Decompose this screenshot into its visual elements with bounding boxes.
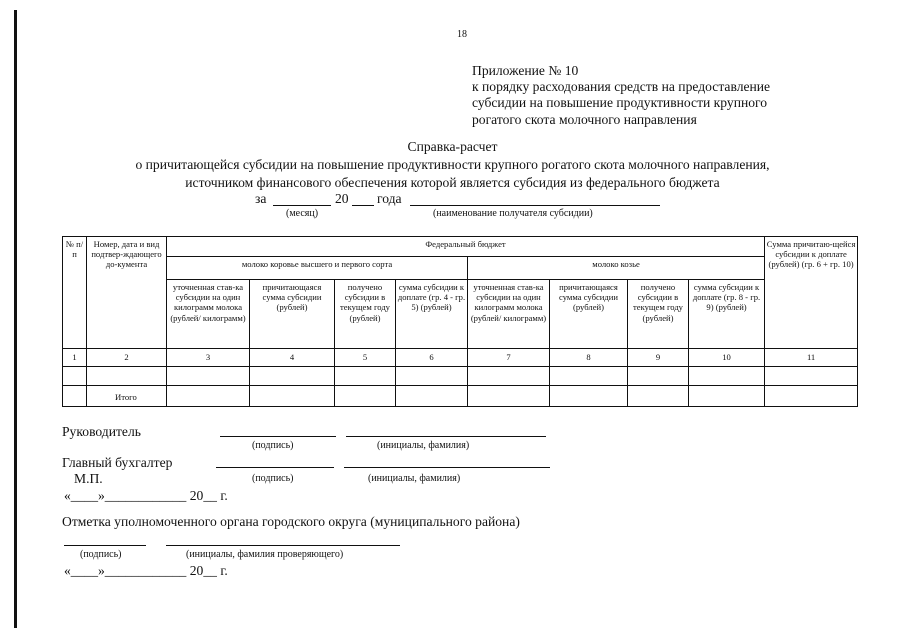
table-cell <box>335 386 396 407</box>
column-number: 1 <box>63 349 87 367</box>
column-number: 2 <box>87 349 167 367</box>
table-cell <box>765 367 858 386</box>
accountant-initials-caption: (инициалы, фамилия) <box>368 473 461 484</box>
head-label: Руководитель <box>62 424 141 439</box>
date-line: «____»____________ 20__ г. <box>64 488 228 503</box>
appendix-line-3: субсидии на повышение продуктивности крупного <box>472 95 768 111</box>
table-cell <box>87 367 167 386</box>
header-goat-received: получено субсидии в текущем году (рублей) <box>628 280 689 349</box>
year-blank-line <box>352 205 374 206</box>
column-number: 3 <box>167 349 250 367</box>
table-cell <box>396 367 468 386</box>
chief-accountant-label: Главный бухгалтер <box>62 455 173 470</box>
accountant-signature-line <box>216 467 334 468</box>
column-number: 11 <box>765 349 858 367</box>
header-goat-rate: уточненная став-ка субсидии на один килограмм молока (рублей/ килограмм) <box>468 280 550 349</box>
total-row <box>63 386 858 407</box>
subsidy-table <box>62 236 858 407</box>
accountant-signature-caption: (подпись) <box>252 473 294 484</box>
appendix-line-4: рогатого скота молочного направления <box>472 111 697 127</box>
head-signature-caption: (подпись) <box>252 440 294 451</box>
table-cell <box>689 386 765 407</box>
appendix-header <box>472 63 770 128</box>
recipient-caption: (наименование получателя субсидии) <box>433 208 593 219</box>
table-row <box>63 367 858 386</box>
table-header-row-2 <box>63 257 858 280</box>
header-cow-rate: уточненная став-ка субсидии на один килограмм молока (рублей/ килограмм) <box>167 280 250 349</box>
month-blank-line <box>273 205 331 206</box>
header-federal-budget: Федеральный бюджет <box>167 237 765 257</box>
checker-initials-line <box>166 545 400 546</box>
column-number: 8 <box>550 349 628 367</box>
period-prefix: за <box>255 191 267 206</box>
total-row-label: Итого <box>87 386 167 407</box>
document-subtitle-2: источником финансового обеспечения которой является субсидия из федерального бюджета <box>185 175 720 190</box>
column-number: 5 <box>335 349 396 367</box>
stamp-label: М.П. <box>74 471 103 486</box>
authority-mark-label: Отметка уполномоченного органа городского округа (муниципального района) <box>62 514 520 529</box>
header-goat-due: причитающаяся сумма субсидии (рублей) <box>550 280 628 349</box>
checker-date-line: «____»____________ 20__ г. <box>64 563 228 578</box>
table-cell <box>550 386 628 407</box>
header-no: № п/п <box>63 237 87 349</box>
document-title: Справка-расчет <box>407 139 498 154</box>
table-header-row-3 <box>63 280 858 349</box>
column-number: 10 <box>689 349 765 367</box>
column-number: 6 <box>396 349 468 367</box>
checker-signature-line <box>64 545 146 546</box>
document-subtitle-1: о причитающейся субсидии на повышение продуктивности крупного рогатого скота молочного направления, <box>135 157 770 172</box>
checker-signature-caption: (подпись) <box>80 549 122 560</box>
head-signature-line <box>220 436 336 437</box>
period-year-prefix: 20 <box>335 191 349 206</box>
header-cow-topup: сумма субсидии к доплате (гр. 4 - гр. 5) (рублей) <box>396 280 468 349</box>
page-number: 18 <box>457 29 467 40</box>
table-cell <box>63 367 87 386</box>
month-caption: (месяц) <box>286 208 319 219</box>
accountant-initials-line <box>344 467 550 468</box>
scan-edge-bar <box>14 10 17 628</box>
column-number-row <box>63 349 858 367</box>
recipient-blank-line <box>410 205 660 206</box>
column-number: 4 <box>250 349 335 367</box>
column-number: 9 <box>628 349 689 367</box>
table-cell <box>628 367 689 386</box>
table-header-row-1 <box>63 237 858 257</box>
table-cell <box>468 367 550 386</box>
checker-initials-caption: (инициалы, фамилия проверяющего) <box>186 549 344 560</box>
table-cell <box>765 386 858 407</box>
table-cell <box>250 386 335 407</box>
header-goat-topup: сумма субсидии к доплате (гр. 8 - гр. 9) (рублей) <box>689 280 765 349</box>
table-cell <box>63 386 87 407</box>
header-goat-milk: молоко козье <box>468 257 765 280</box>
head-initials-caption: (инициалы, фамилия) <box>377 440 470 451</box>
header-cow-milk: молоко коровье высшего и первого сорта <box>167 257 468 280</box>
appendix-line-2: к порядку расходования средств на предоставление <box>472 79 771 95</box>
header-total-due: Сумма причитаю-щейся субсидии к доплате (рублей) (гр. 6 + гр. 10) <box>765 237 858 349</box>
table-cell <box>335 367 396 386</box>
table-cell <box>628 386 689 407</box>
table-cell <box>550 367 628 386</box>
table-cell <box>167 367 250 386</box>
table-cell <box>689 367 765 386</box>
table-cell <box>396 386 468 407</box>
period-year-suffix: года <box>377 191 402 206</box>
head-initials-line <box>346 436 546 437</box>
table-cell <box>250 367 335 386</box>
header-cow-due: причитающаяся сумма субсидии (рублей) <box>250 280 335 349</box>
column-number: 7 <box>468 349 550 367</box>
header-document: Номер, дата и вид подтвер-ждающего до-кумента <box>87 237 167 349</box>
appendix-line-1: Приложение № 10 <box>472 63 579 78</box>
table-cell <box>468 386 550 407</box>
table-cell <box>167 386 250 407</box>
header-cow-received: получено субсидии в текущем году (рублей) <box>335 280 396 349</box>
